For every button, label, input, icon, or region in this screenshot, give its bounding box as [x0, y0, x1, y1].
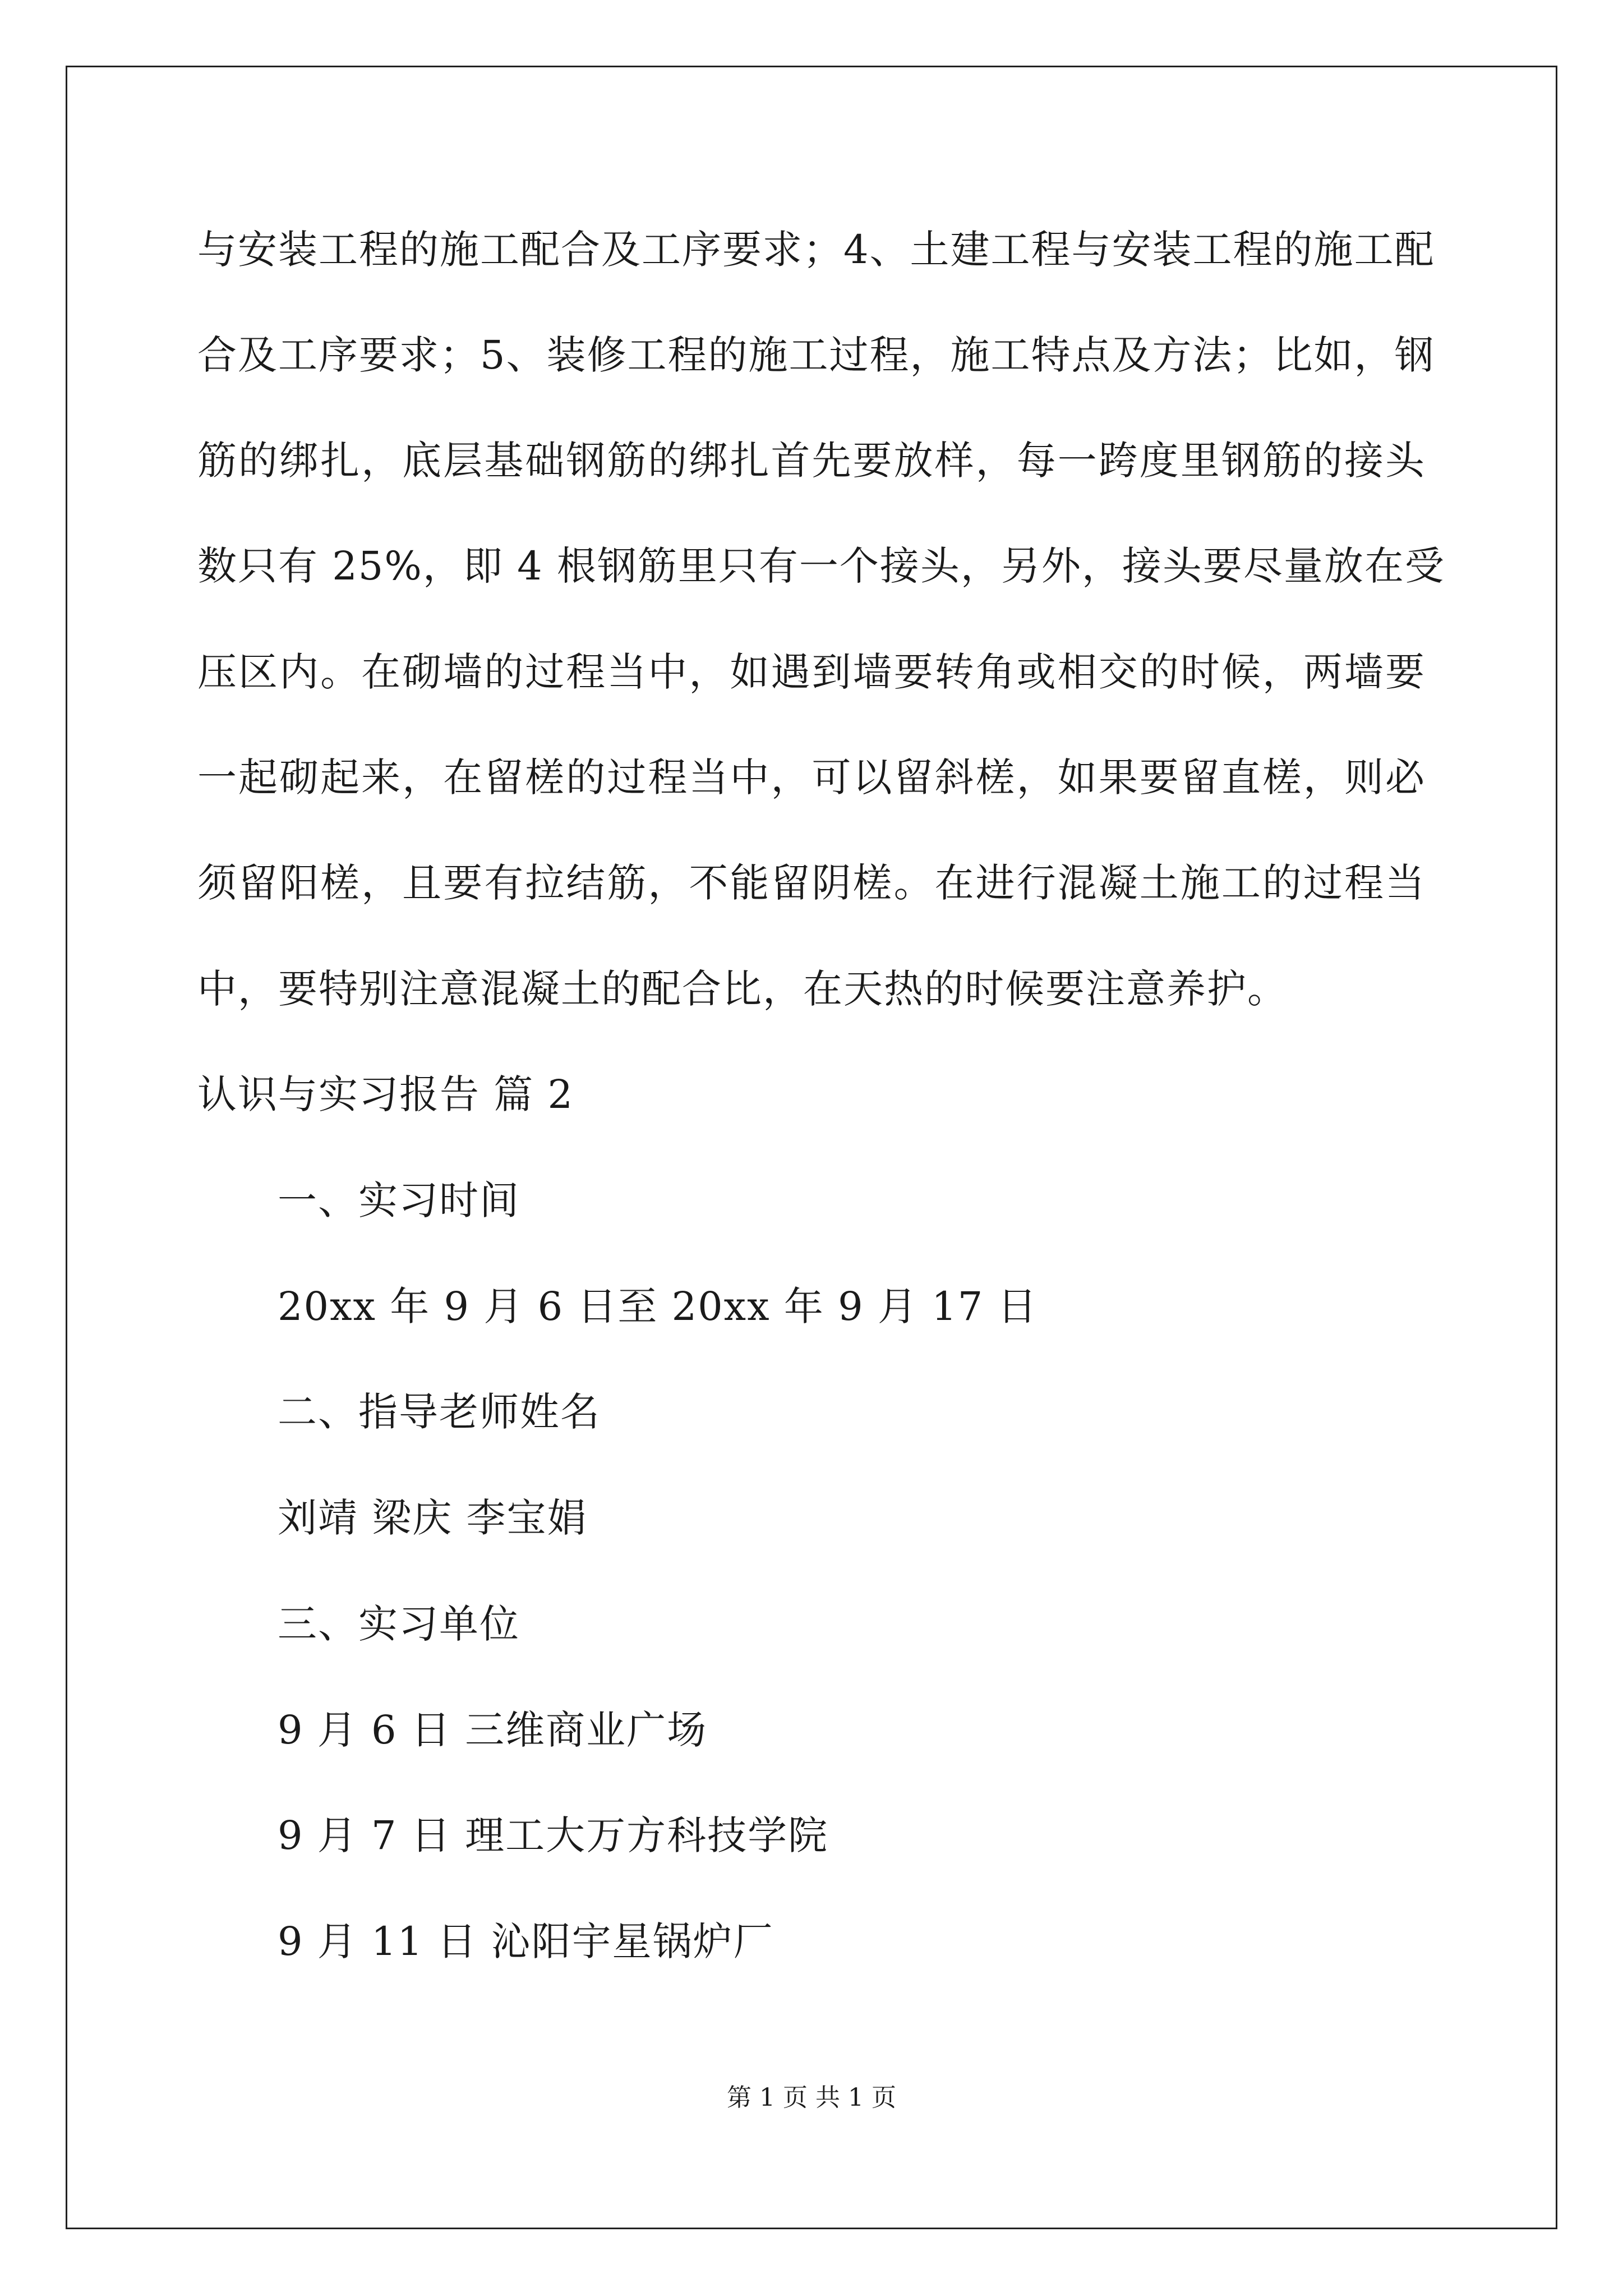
paragraph-line: 压区内。在砌墙的过程当中，如遇到墙要转角或相交的时候，两墙要 [197, 649, 1426, 695]
list-item: 9 月 7 日 理工大万方科技学院 [278, 1812, 829, 1858]
section-title: 认识与实习报告 篇 2 [197, 1071, 574, 1117]
paragraph-line: 中，要特别注意混凝土的配合比，在天热的时候要注意养护。 [197, 966, 1288, 1012]
paragraph-line: 数只有 25%，即 4 根钢筋里只有一个接头，另外，接头要尽量放在受 [197, 543, 1445, 589]
list-item: 一、实习时间 [278, 1177, 520, 1223]
paragraph-line: 须留阳槎，且要有拉结筋，不能留阴槎。在进行混凝土施工的过程当 [197, 860, 1426, 906]
list-item: 二、指导老师姓名 [278, 1389, 601, 1435]
list-item: 20xx 年 9 月 6 日至 20xx 年 9 月 17 日 [278, 1283, 1038, 1329]
paragraph-line: 筋的绑扎，底层基础钢筋的绑扎首先要放样，每一跨度里钢筋的接头 [197, 438, 1426, 484]
page-footer: 第 1 页 共 1 页 [727, 2083, 896, 2112]
list-item: 刘靖 梁庆 李宝娟 [278, 1495, 588, 1541]
paragraph-line: 与安装工程的施工配合及工序要求；4、土建工程与安装工程的施工配 [197, 227, 1435, 273]
list-item: 9 月 6 日 三维商业广场 [278, 1707, 708, 1753]
list-item: 三、实习单位 [278, 1601, 520, 1647]
list-item: 9 月 11 日 沁阳宇星锅炉厂 [278, 1918, 774, 1964]
paragraph-line: 一起砌起来，在留槎的过程当中，可以留斜槎，如果要留直槎，则必 [197, 754, 1426, 800]
paragraph-line: 合及工序要求；5、装修工程的施工过程，施工特点及方法；比如，钢 [197, 332, 1435, 378]
page-border [66, 66, 1557, 2229]
